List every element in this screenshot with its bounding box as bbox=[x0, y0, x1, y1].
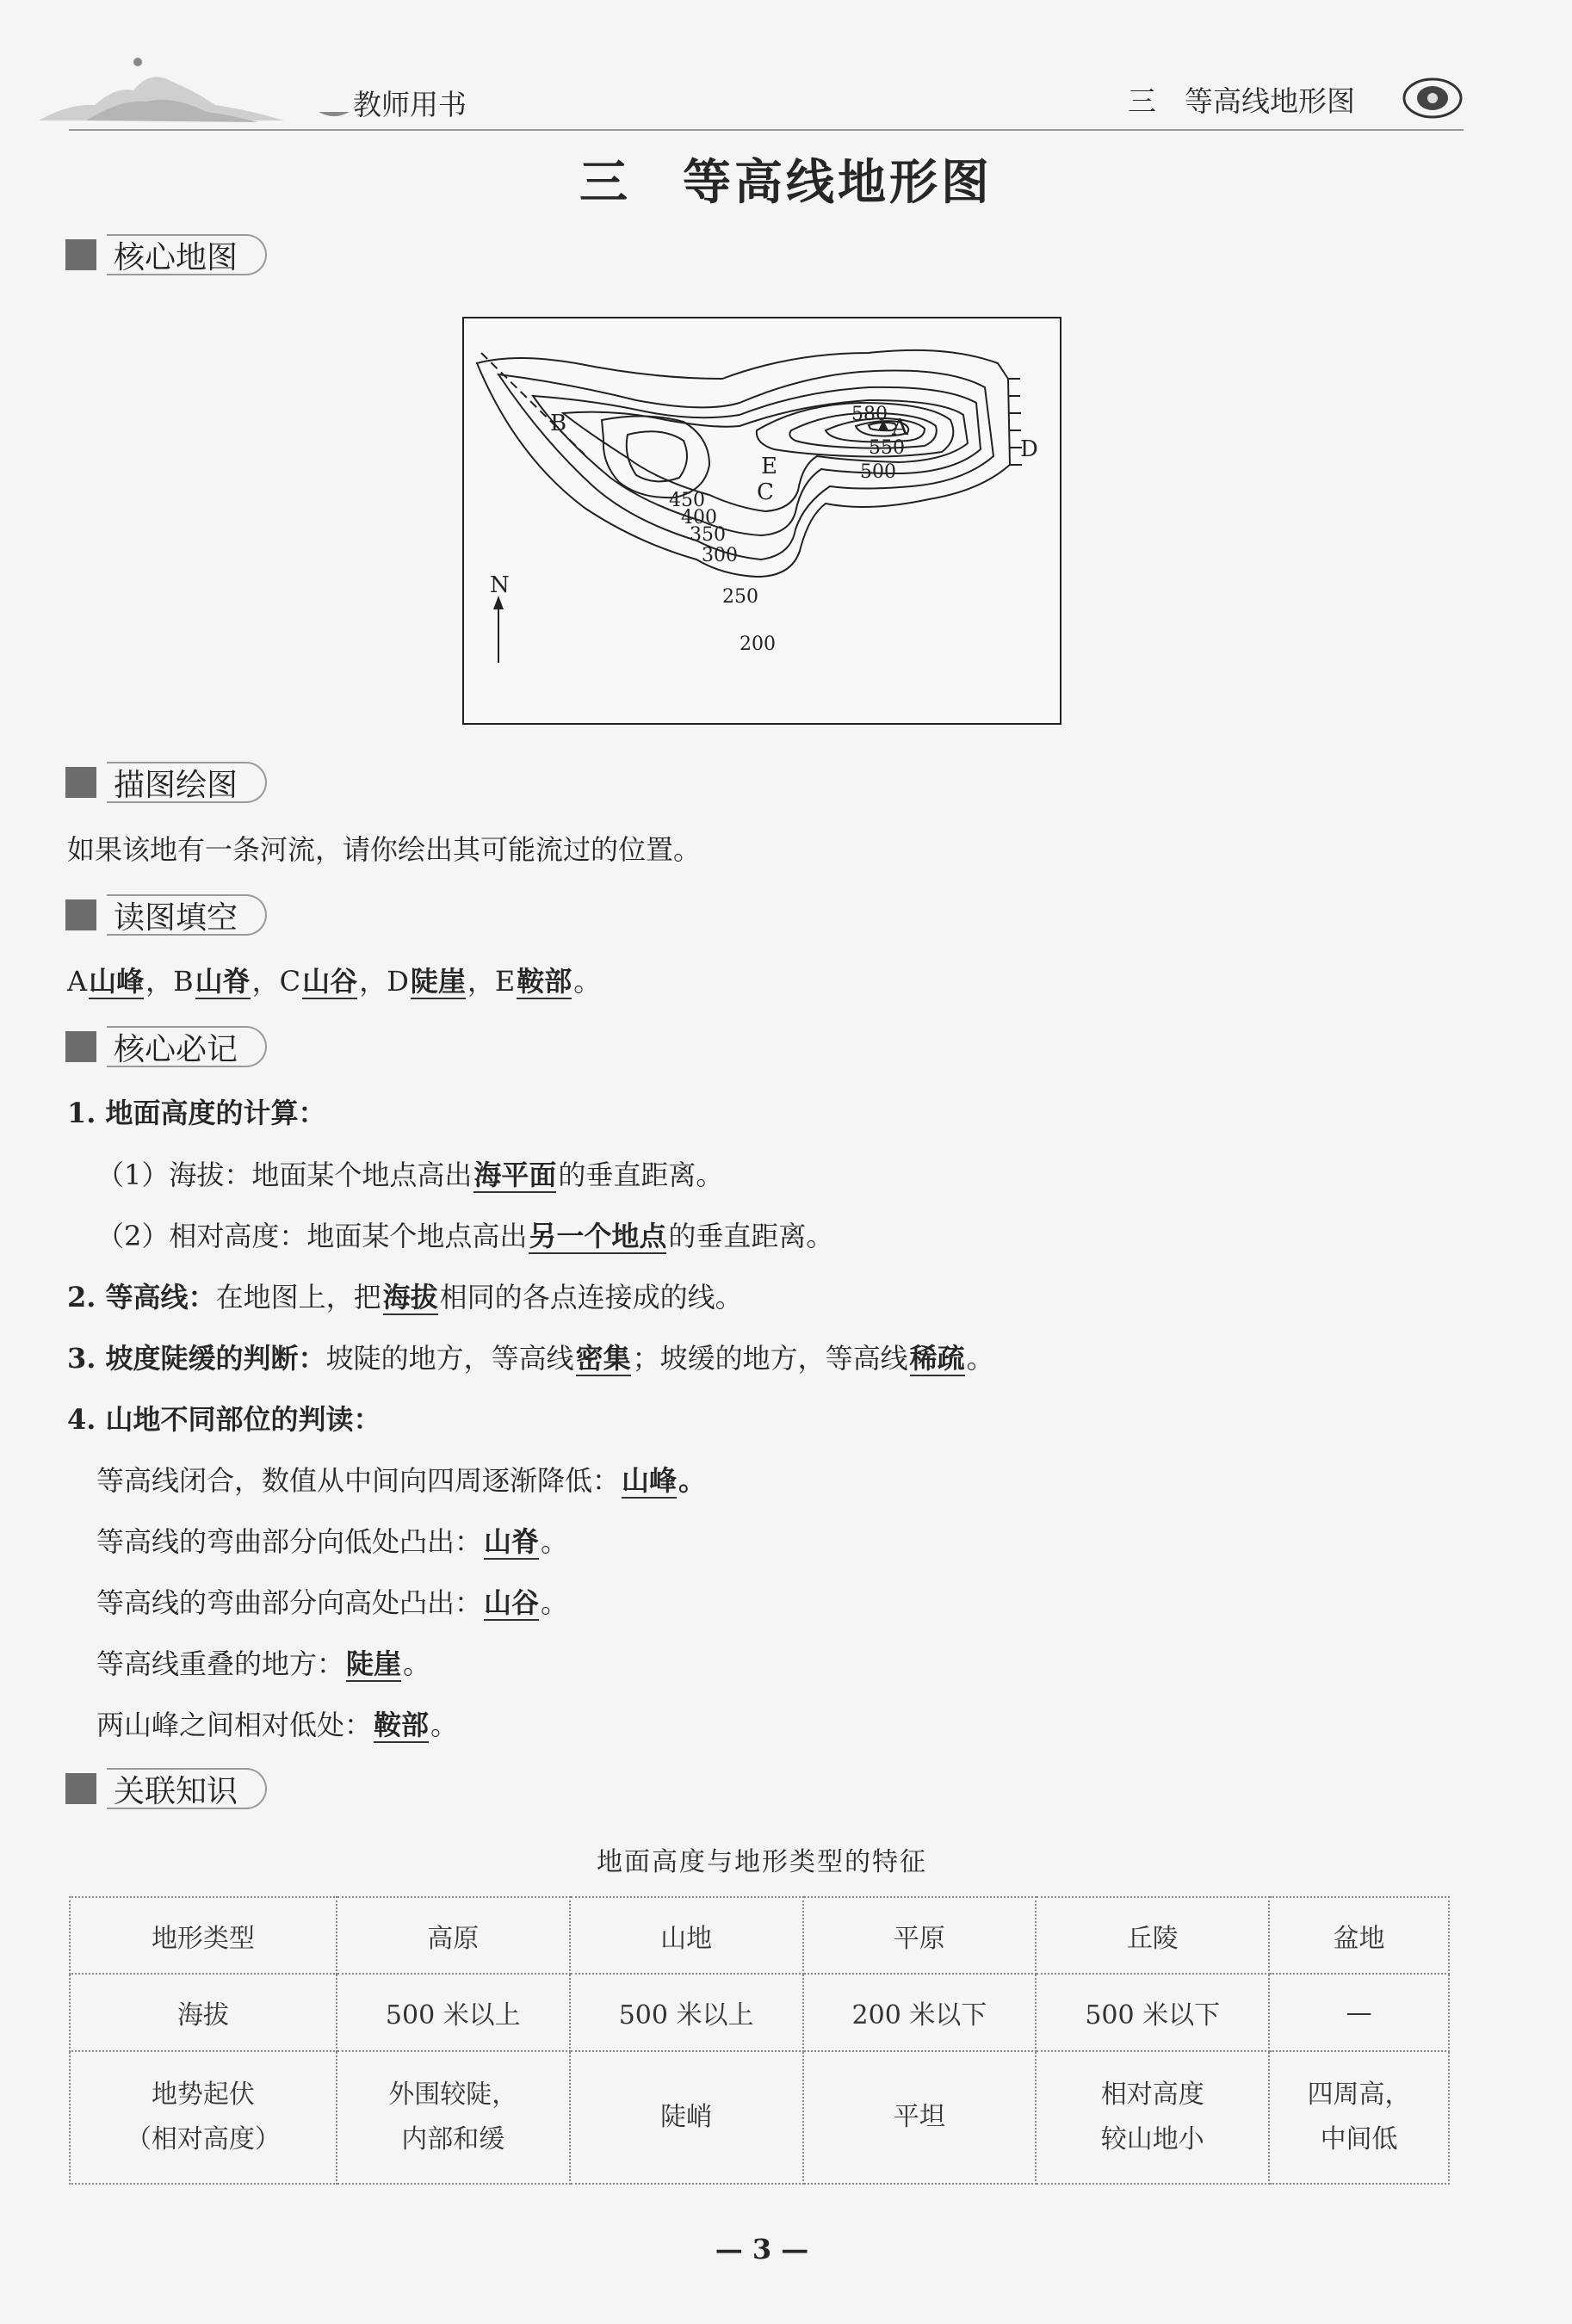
terrain-table bbox=[69, 1896, 1450, 2185]
contour-label: 550 bbox=[869, 437, 905, 459]
section-marker-icon bbox=[65, 239, 96, 270]
contour-label: 580 bbox=[851, 404, 888, 425]
contour-label: 450 bbox=[669, 490, 705, 511]
title-text: 等高线地形图 bbox=[683, 154, 993, 211]
answer-b: 山脊 bbox=[195, 965, 251, 999]
section-title: 关联知识 bbox=[107, 1768, 267, 1809]
item4-5: 两山峰之间相对低处：鞍部。 bbox=[96, 1703, 458, 1743]
answer-d: 陡崖 bbox=[411, 965, 466, 999]
contour-label: 400 bbox=[681, 507, 717, 528]
contour-label: 300 bbox=[702, 545, 738, 566]
item2: 2. 等高线：在地图上，把海拔相同的各点连接成的线。 bbox=[67, 1276, 743, 1315]
answer-c: 山谷 bbox=[302, 965, 357, 999]
section-related bbox=[65, 1769, 267, 1808]
table-row: 地势起伏 （相对高度） 外围较陡， 内部和缓 陡峭 平坦 相对高度 较山地小 四周高， 中间低 bbox=[70, 2051, 1449, 2184]
point-d-label: D bbox=[1020, 436, 1038, 462]
item4-2: 等高线的弯曲部分向低处凸出：山脊。 bbox=[96, 1520, 568, 1560]
contour-label: 250 bbox=[722, 586, 758, 608]
point-c-label: C bbox=[757, 479, 774, 505]
point-b-label: B bbox=[550, 411, 567, 436]
contour-map bbox=[462, 317, 1061, 725]
answer-e: 鞍部 bbox=[517, 965, 572, 999]
reading-fill-line: A山峰，B山脊，C山谷，D陡崖，E鞍部。 bbox=[67, 960, 601, 999]
item3: 3. 坡度陡缓的判断：坡陡的地方，等高线密集；坡缓的地方，等高线稀疏。 bbox=[67, 1337, 994, 1376]
boat-icon bbox=[317, 103, 351, 121]
header-divider bbox=[69, 129, 1464, 131]
mountain-logo bbox=[34, 52, 293, 133]
section-title: 读图填空 bbox=[107, 894, 267, 936]
section-marker-icon bbox=[65, 899, 96, 930]
section-reading bbox=[65, 895, 267, 935]
section-core-map bbox=[65, 235, 267, 275]
sketch-instruction: 如果该地有一条河流，请你绘出其可能流过的位置。 bbox=[67, 833, 702, 866]
table-caption: 地面高度与地形类型的特征 bbox=[597, 1847, 927, 1877]
page-title bbox=[0, 145, 1572, 213]
section-memorize bbox=[65, 1027, 267, 1066]
item1-title: 1. 地面高度的计算： bbox=[67, 1097, 326, 1129]
point-e-label: E bbox=[761, 454, 777, 479]
table-row: 海拔 500 米以上 500 米以上 200 米以下 500 米以下 — bbox=[70, 1974, 1449, 2051]
item4-3: 等高线的弯曲部分向高处凸出：山谷。 bbox=[96, 1581, 568, 1621]
contour-label: 350 bbox=[690, 524, 726, 546]
item1-1: （1）海拔：地面某个地点高出海平面的垂直距离。 bbox=[96, 1153, 723, 1193]
section-title: 核心地图 bbox=[107, 234, 267, 275]
item4-4: 等高线重叠的地方：陡崖。 bbox=[96, 1642, 430, 1682]
header-chapter-label: 三 等高线地形图 bbox=[1128, 84, 1355, 118]
item4-1: 等高线闭合，数值从中间向四周逐渐降低：山峰。 bbox=[96, 1459, 706, 1499]
answer-a: 山峰 bbox=[89, 965, 144, 999]
section-marker-icon bbox=[65, 1773, 96, 1804]
table-header-row: 地形类型 高原 山地 平原 丘陵 盆地 bbox=[70, 1897, 1449, 1974]
title-number: 三 bbox=[579, 154, 631, 211]
page-number: — 3 — bbox=[715, 2233, 809, 2265]
section-sketch bbox=[65, 763, 267, 802]
eye-logo-icon bbox=[1402, 76, 1464, 121]
item4-title: 4. 山地不同部位的判读： bbox=[67, 1403, 381, 1436]
section-marker-icon bbox=[65, 1031, 96, 1062]
item1-2: （2）相对高度：地面某个地点高出另一个地点的垂直距离。 bbox=[96, 1215, 833, 1254]
point-a-label: A bbox=[892, 415, 908, 441]
contour-label: 200 bbox=[740, 634, 776, 655]
section-marker-icon bbox=[65, 767, 96, 798]
section-title: 核心必记 bbox=[107, 1026, 267, 1067]
contour-label: 500 bbox=[860, 461, 896, 483]
section-title: 描图绘图 bbox=[107, 762, 267, 803]
north-label: N bbox=[490, 572, 510, 598]
header-book-label: 教师用书 bbox=[353, 88, 467, 121]
